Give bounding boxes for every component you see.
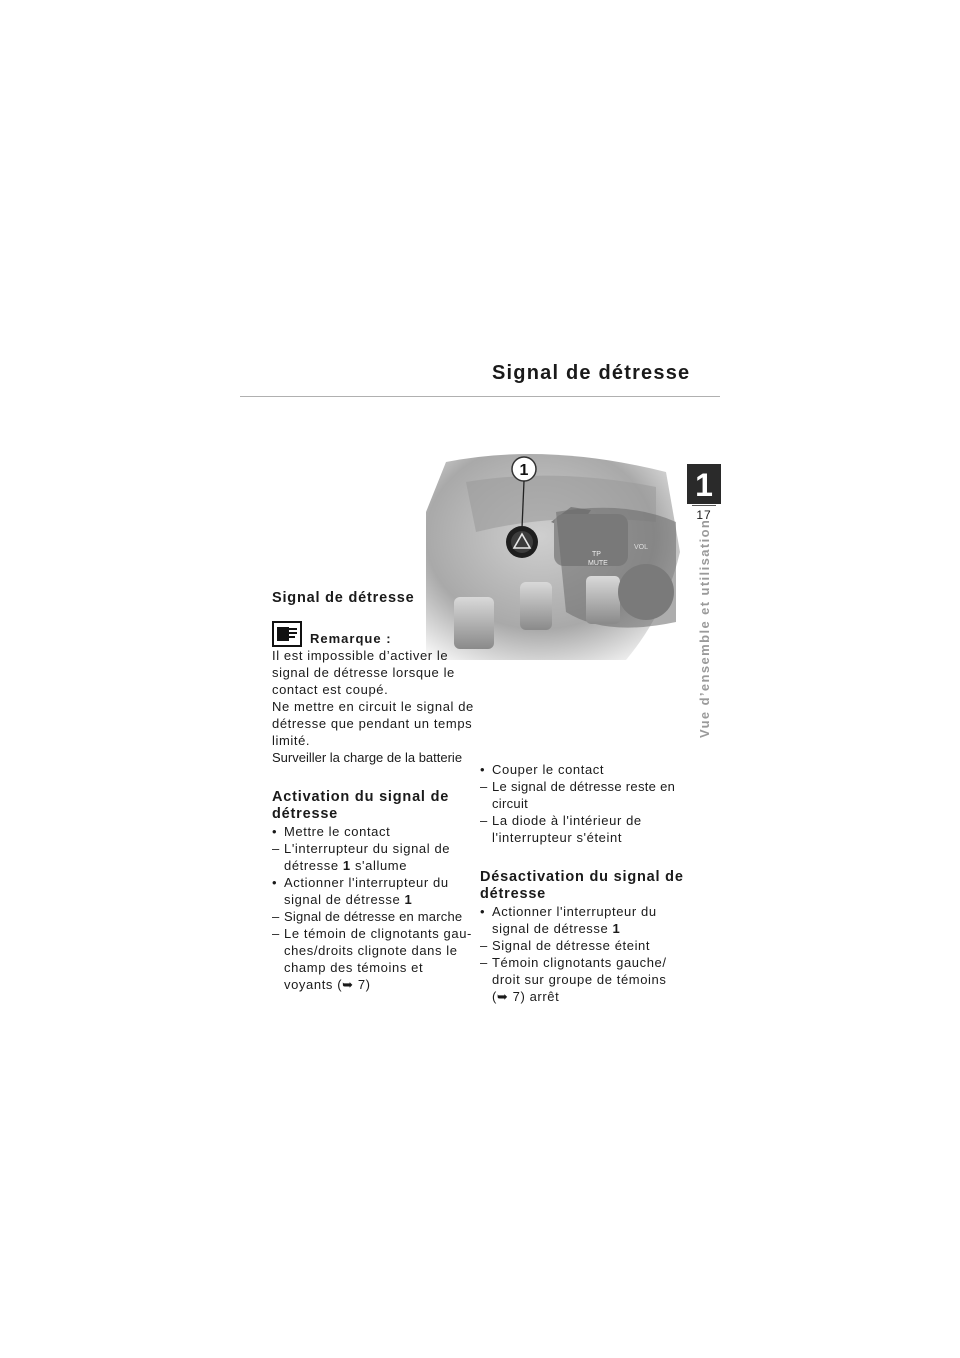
callout-number: 1 [519,462,529,479]
note-line: contact est coupé. [272,682,389,697]
list-item: • Couper le contact [480,762,605,777]
volume-knob [618,564,674,620]
list-item: – L'interrupteur du signal de détresse 1 s'allume [272,841,451,873]
note-icon [272,621,302,647]
svg-text:VOL: VOL [634,544,649,551]
tp-mute-button [586,576,620,624]
page-number: 17 [696,508,712,522]
note-line: détresse que pendant un temps [272,716,473,731]
note-line: signal de détresse lorsque le [272,665,455,680]
svg-text:TP: TP [592,551,601,558]
list-item: – Témoin clignotants gauche/ droit sur groupe de témoins (➥ 7) arrêt [480,955,667,1004]
list-item: – La diode à l'intérieur de l'interrupteur s'éteint [480,813,642,845]
section-heading: Signal de détresse [272,590,415,606]
activation-heading: Activation du signal de détresse [272,789,450,822]
tab-divider [692,505,716,506]
fog-light-switch [520,582,552,630]
note-line: Ne mettre en circuit le signal de [272,699,474,714]
deactivation-heading: Désactivation du signal de détresse [480,869,684,902]
chapter-tab: 1 [687,464,721,504]
page-title: Signal de détresse [492,362,691,384]
title-divider [240,396,720,397]
note-box [272,621,477,766]
list-item: • Actionner l'interrupteur du signal de détresse 1 [272,875,449,907]
list-item: – Le témoin de clignotants gau- ches/droits clignote dans le champ des témoins et voyants (➥ 7) [272,926,472,992]
list-item: – Signal de détresse en marche [272,909,463,924]
chapter-side-label: Vue d’ensemble et utilisation [697,518,712,738]
left-column [272,590,477,993]
list-item: – Le signal de détresse reste en circuit [480,779,676,811]
right-column [480,761,685,1005]
note-line: Surveiller la charge de la batterie [272,750,463,765]
svg-text:MUTE: MUTE [588,560,608,567]
note-line: limité. [272,733,311,748]
note-line: Il est impossible d’activer le [272,648,449,663]
list-item: • Actionner l'interrupteur du signal de détresse 1 [480,904,657,936]
note-title: Remarque : [310,631,392,646]
list-item: • Mettre le contact [272,824,391,839]
list-item: – Signal de détresse éteint [480,938,651,953]
